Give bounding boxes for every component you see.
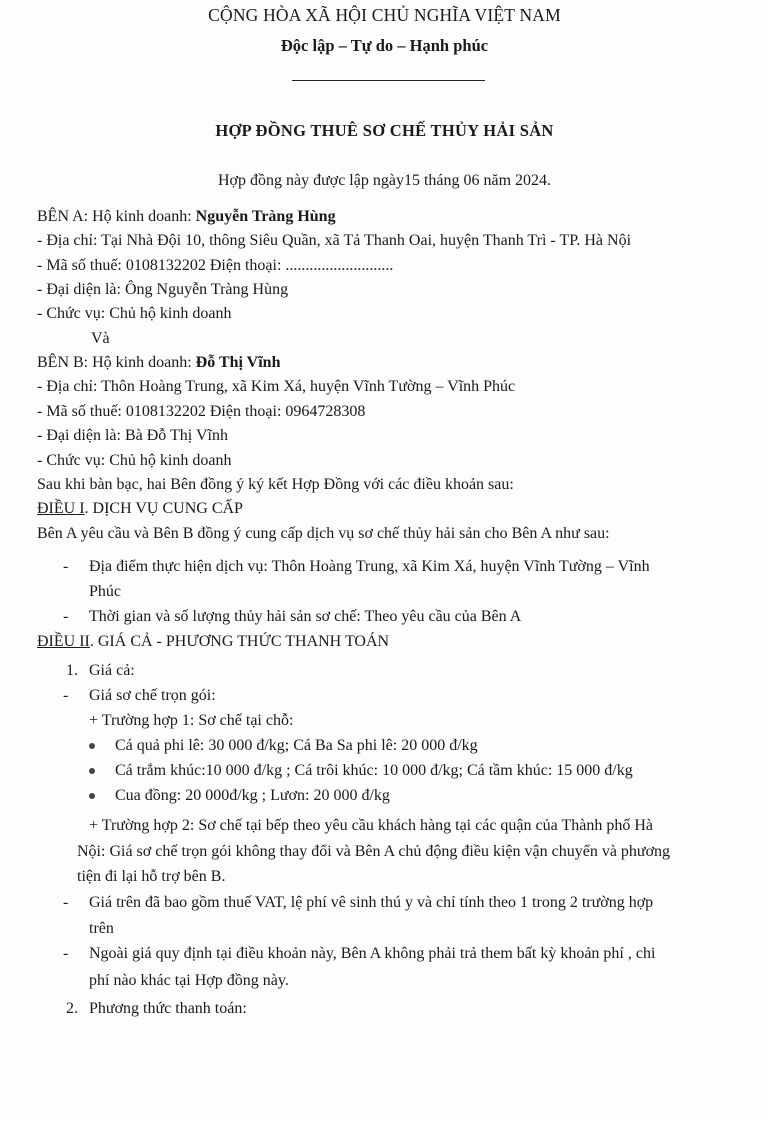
article-2-label: ĐIỀU II — [37, 633, 90, 650]
extra-fees-line-1: Ngoài giá quy định tại điều khoản này, Bên A không phải trả them bất kỳ khoản phí , chi — [89, 945, 656, 962]
contract-date-line: Hợp đồng này được lập ngày15 tháng 06 năm 2024. — [217, 172, 552, 189]
price-bullet-crab-eel: Cua đồng: 20 000đ/kg ; Lươn: 20 000 đ/kg — [115, 787, 390, 804]
and-connector: Và — [91, 330, 110, 347]
national-motto: Độc lập – Tự do – Hạnh phúc — [280, 36, 489, 55]
contract-title: HỢP ĐỒNG THUÊ SƠ CHẾ THỦY HẢI SẢN — [215, 121, 554, 140]
case-1-heading: + Trường hợp 1: Sơ chế tại chỗ: — [89, 712, 294, 729]
article-1-title: . DỊCH VỤ CUNG CẤP — [84, 500, 243, 517]
price-heading: Giá cả: — [89, 662, 135, 679]
price-bullet-fish-fillet: Cá quả phi lê: 30 000 đ/kg; Cá Ba Sa phi lê: 20 000 đ/kg — [115, 737, 478, 754]
party-a-role: - Chức vụ: Chủ hộ kinh doanh — [37, 305, 232, 322]
case-2-line-2: Nội: Giá sơ chế trọn gói không thay đổi và Bên A chủ động điều kiện vận chuyển và phương — [77, 843, 671, 860]
price-bullet-fish-pieces: Cá trắm khúc:10 000 đ/kg ; Cá trôi khúc: 10 000 đ/kg; Cá tầm khúc: 15 000 đ/kg — [115, 762, 633, 779]
party-b-prefix: BÊN B: Hộ kinh doanh: — [37, 354, 196, 371]
dash-marker: - — [63, 945, 69, 962]
payment-method-heading: Phương thức thanh toán: — [89, 1000, 247, 1017]
party-b-tax: - Mã số thuế: 0108132202 Điện thoại: 0964728308 — [37, 403, 366, 420]
article-1-time-quantity: Thời gian và số lượng thủy hải sản sơ chế: Theo yêu cầu của Bên A — [89, 608, 522, 625]
bullet-icon — [89, 768, 95, 774]
article-2-heading — [37, 632, 389, 652]
vat-note-line-1: Giá trên đã bao gồm thuế VAT, lệ phí vê sinh thú y và chỉ tính theo 1 trong 2 trường hợp — [89, 894, 654, 911]
bullet-icon — [89, 743, 95, 749]
dash-marker: - — [63, 558, 69, 575]
list-number: 1. — [66, 662, 78, 679]
party-b-heading — [37, 353, 280, 373]
article-1-location-cont: Phúc — [89, 583, 121, 600]
list-number: 2. — [66, 1000, 78, 1017]
dash-marker: - — [63, 894, 69, 911]
article-1-heading — [37, 499, 243, 519]
party-b-role: - Chức vụ: Chủ hộ kinh doanh — [37, 452, 232, 469]
article-1-location: Địa điểm thực hiện dịch vụ: Thôn Hoàng Trung, xã Kim Xá, huyện Vĩnh Tường – Vĩnh — [89, 558, 650, 575]
header-divider — [292, 80, 485, 81]
extra-fees-line-2: phí nào khác tại Hợp đồng này. — [89, 972, 289, 989]
vat-note-line-2: trên — [89, 920, 114, 937]
party-a-representative: - Đại diện là: Ông Nguyễn Tràng Hùng — [37, 281, 289, 298]
agreement-statement: Sau khi bàn bạc, hai Bên đồng ý ký kết Hợp Đồng với các điều khoản sau: — [37, 476, 514, 493]
party-a-address: - Địa chỉ: Tại Nhà Đội 10, thông Siêu Quần, xã Tả Thanh Oai, huyện Thanh Trì - TP. Hà Nội — [37, 232, 632, 249]
package-price-heading: Giá sơ chế trọn gói: — [89, 687, 216, 704]
party-a-heading — [37, 207, 336, 227]
article-1-lead: Bên A yêu cầu và Bên B đồng ý cung cấp dịch vụ sơ chế thủy hải sản cho Bên A như sau: — [37, 525, 610, 542]
dash-marker: - — [63, 687, 69, 704]
party-a-tax: - Mã số thuế: 0108132202 Điện thoại: ........................... — [37, 257, 394, 274]
article-2-title: . GIÁ CẢ - PHƯƠNG THỨC THANH TOÁN — [89, 633, 390, 650]
party-b-representative: - Đại diện là: Bà Đỗ Thị Vĩnh — [37, 427, 228, 444]
case-2-line-1: + Trường hợp 2: Sơ chế tại bếp theo yêu cầu khách hàng tại các quận của Thành phố Hà — [89, 817, 653, 834]
bullet-icon — [89, 793, 95, 799]
case-2-line-3: tiện đi lại hỗ trợ bên B. — [77, 868, 226, 885]
party-a-prefix: BÊN A: Hộ kinh doanh: — [37, 208, 196, 225]
party-b-address: - Địa chỉ: Thôn Hoàng Trung, xã Kim Xá, huyện Vĩnh Tường – Vĩnh Phúc — [37, 378, 516, 395]
national-title: CỘNG HÒA XÃ HỘI CHỦ NGHĨA VIỆT NAM — [208, 5, 561, 25]
article-1-label: ĐIỀU I — [37, 500, 85, 517]
party-a-name: Nguyễn Tràng Hùng — [195, 208, 336, 225]
party-b-name: Đỗ Thị Vĩnh — [195, 354, 281, 371]
dash-marker: - — [63, 608, 69, 625]
